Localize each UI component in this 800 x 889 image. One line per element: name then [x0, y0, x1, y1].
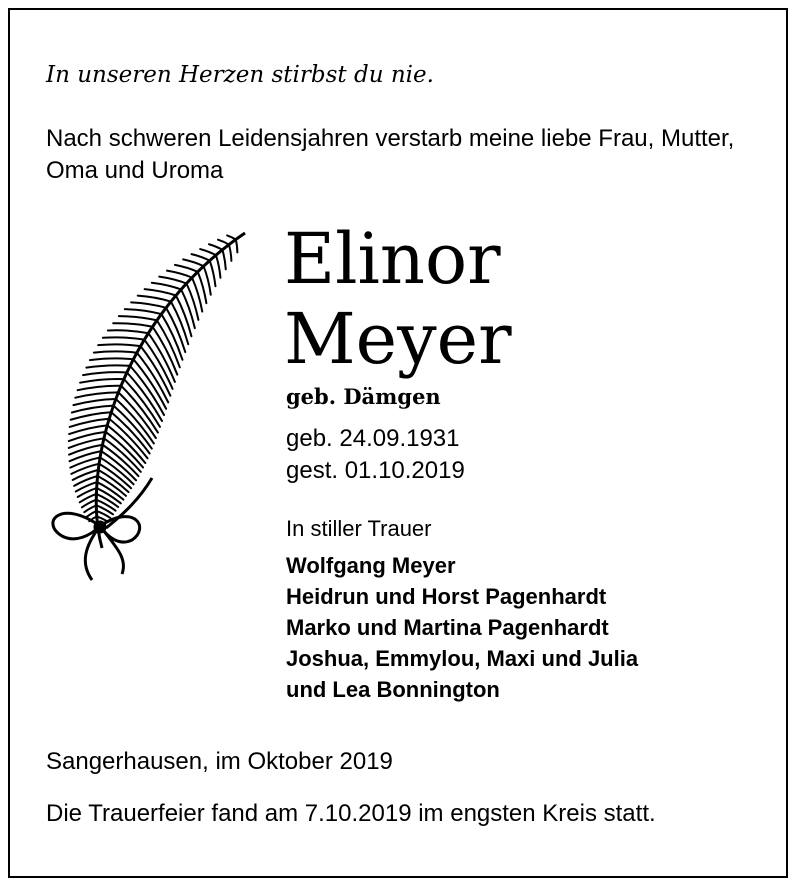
feather-barb: [167, 271, 192, 278]
feather-barb: [80, 379, 124, 383]
feather-with-ribbon-icon: [40, 228, 280, 588]
feather-barb: [119, 316, 157, 320]
motto: In unseren Herzen stirbst du nie.: [46, 62, 434, 88]
mourner: Marko und Martina Pagenhardt: [286, 615, 609, 640]
feather-barb: [75, 392, 118, 397]
feather-barb: [73, 399, 115, 405]
feather-barb: [209, 244, 222, 250]
mourner: Heidrun und Horst Pagenhardt: [286, 584, 607, 609]
feather-barb: [222, 250, 225, 269]
mourner: und Lea Bonnington: [286, 677, 500, 702]
feather-barb: [145, 289, 176, 295]
deceased-first-name: Elinor: [284, 218, 501, 300]
feather-barb: [83, 372, 127, 375]
feather-barb: [210, 261, 216, 287]
feather-barb: [94, 351, 137, 352]
feather-barb: [113, 323, 152, 327]
funeral-note: Die Trauerfeier fand am 7.10.2019 im engsten Kreis statt.: [46, 800, 656, 827]
deceased-last-name: Meyer: [284, 298, 512, 380]
place-and-date: Sangerhausen, im Oktober 2019: [46, 748, 393, 775]
feather-barb: [166, 308, 185, 352]
feather-barb: [103, 337, 145, 339]
feather-barb: [138, 296, 171, 302]
feather-barb: [229, 245, 231, 261]
birth-name: geb. Dämgen: [286, 384, 441, 409]
mourning-label: In stiller Trauer: [286, 516, 432, 541]
feather-barb: [98, 344, 140, 346]
mourners-list: [286, 550, 638, 705]
feather-barb: [159, 277, 186, 284]
feather-barb: [192, 254, 210, 261]
feather-barb: [216, 255, 220, 278]
feather-barb: [152, 283, 181, 290]
feather-barb: [72, 406, 114, 413]
intro-text: Nach schweren Leidensjahren verstarb meine liebe Frau, Mutter, Oma und Uroma: [46, 125, 735, 184]
feather-barb: [183, 259, 204, 266]
feather-barb: [236, 239, 238, 252]
feather-barb: [125, 309, 162, 314]
feather-barb: [200, 249, 216, 255]
feather-barb: [78, 386, 121, 390]
mourner: Wolfgang Meyer: [286, 553, 456, 578]
death-date: gest. 01.10.2019: [286, 457, 465, 484]
feather-barb: [90, 358, 133, 360]
birth-date: geb. 24.09.1931: [286, 425, 460, 452]
feather-barb: [131, 302, 166, 307]
feather-barb: [218, 240, 229, 245]
life-dates: [286, 423, 465, 487]
feather-barb: [175, 265, 198, 272]
feather-barb: [108, 330, 149, 333]
mourner: Joshua, Emmylou, Maxi und Julia: [286, 646, 639, 671]
feather-barb: [86, 365, 130, 367]
ribbon-bow: [53, 478, 152, 580]
